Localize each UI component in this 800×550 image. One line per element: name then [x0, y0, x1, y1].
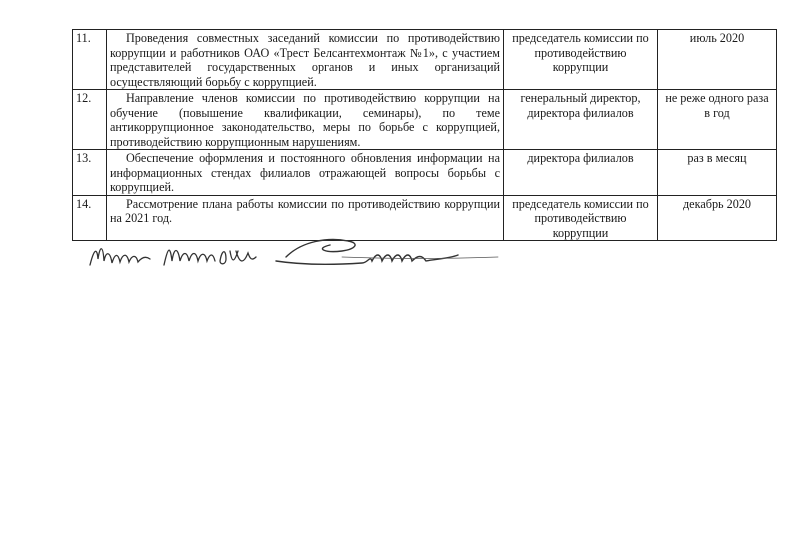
activity-cell: Обеспечение оформления и постоянного обновления информации на информационных стендах филиалов отражающей вопросы борьбы с коррупцией. [107, 150, 504, 196]
row-number: 13. [73, 150, 107, 196]
responsible-cell: председатель комиссии по противодействию коррупции [504, 30, 658, 90]
responsible-cell: генеральный директор, директора филиалов [504, 90, 658, 150]
table-row [73, 150, 777, 196]
table-row [73, 195, 777, 241]
activity-cell: Рассмотрение плана работы комиссии по противодействию коррупции на 2021 год. [107, 195, 504, 241]
row-number: 12. [73, 90, 107, 150]
signature-2 [160, 235, 262, 275]
term-cell: июль 2020 [658, 30, 777, 90]
activity-cell: Проведения совместных заседаний комиссии по противодействию коррупции и работников ОАО «Трест Белсантехмонтаж №1», с участием представителей государственных органов и иных организаций осуществляющий борьбу с коррупцией. [107, 30, 504, 90]
term-cell: раз в месяц [658, 150, 777, 196]
term-cell: не реже одного раза в год [658, 90, 777, 150]
signature-1 [88, 235, 158, 275]
term-cell: декабрь 2020 [658, 195, 777, 241]
row-number: 11. [73, 30, 107, 90]
signature-3 [272, 235, 502, 275]
row-number: 14. [73, 195, 107, 241]
action-plan-table [72, 29, 777, 241]
activity-cell: Направление членов комиссии по противодействию коррупции на обучение (повышение квалификации, семинары), по теме антикоррупционное законодательство, меры по борьбе с коррупцией, противодействию коррупционным нарушениям. [107, 90, 504, 150]
responsible-cell: директора филиалов [504, 150, 658, 196]
table-row [73, 30, 777, 90]
responsible-cell: председатель комиссии по противодействию коррупции [504, 195, 658, 241]
table-row [73, 90, 777, 150]
